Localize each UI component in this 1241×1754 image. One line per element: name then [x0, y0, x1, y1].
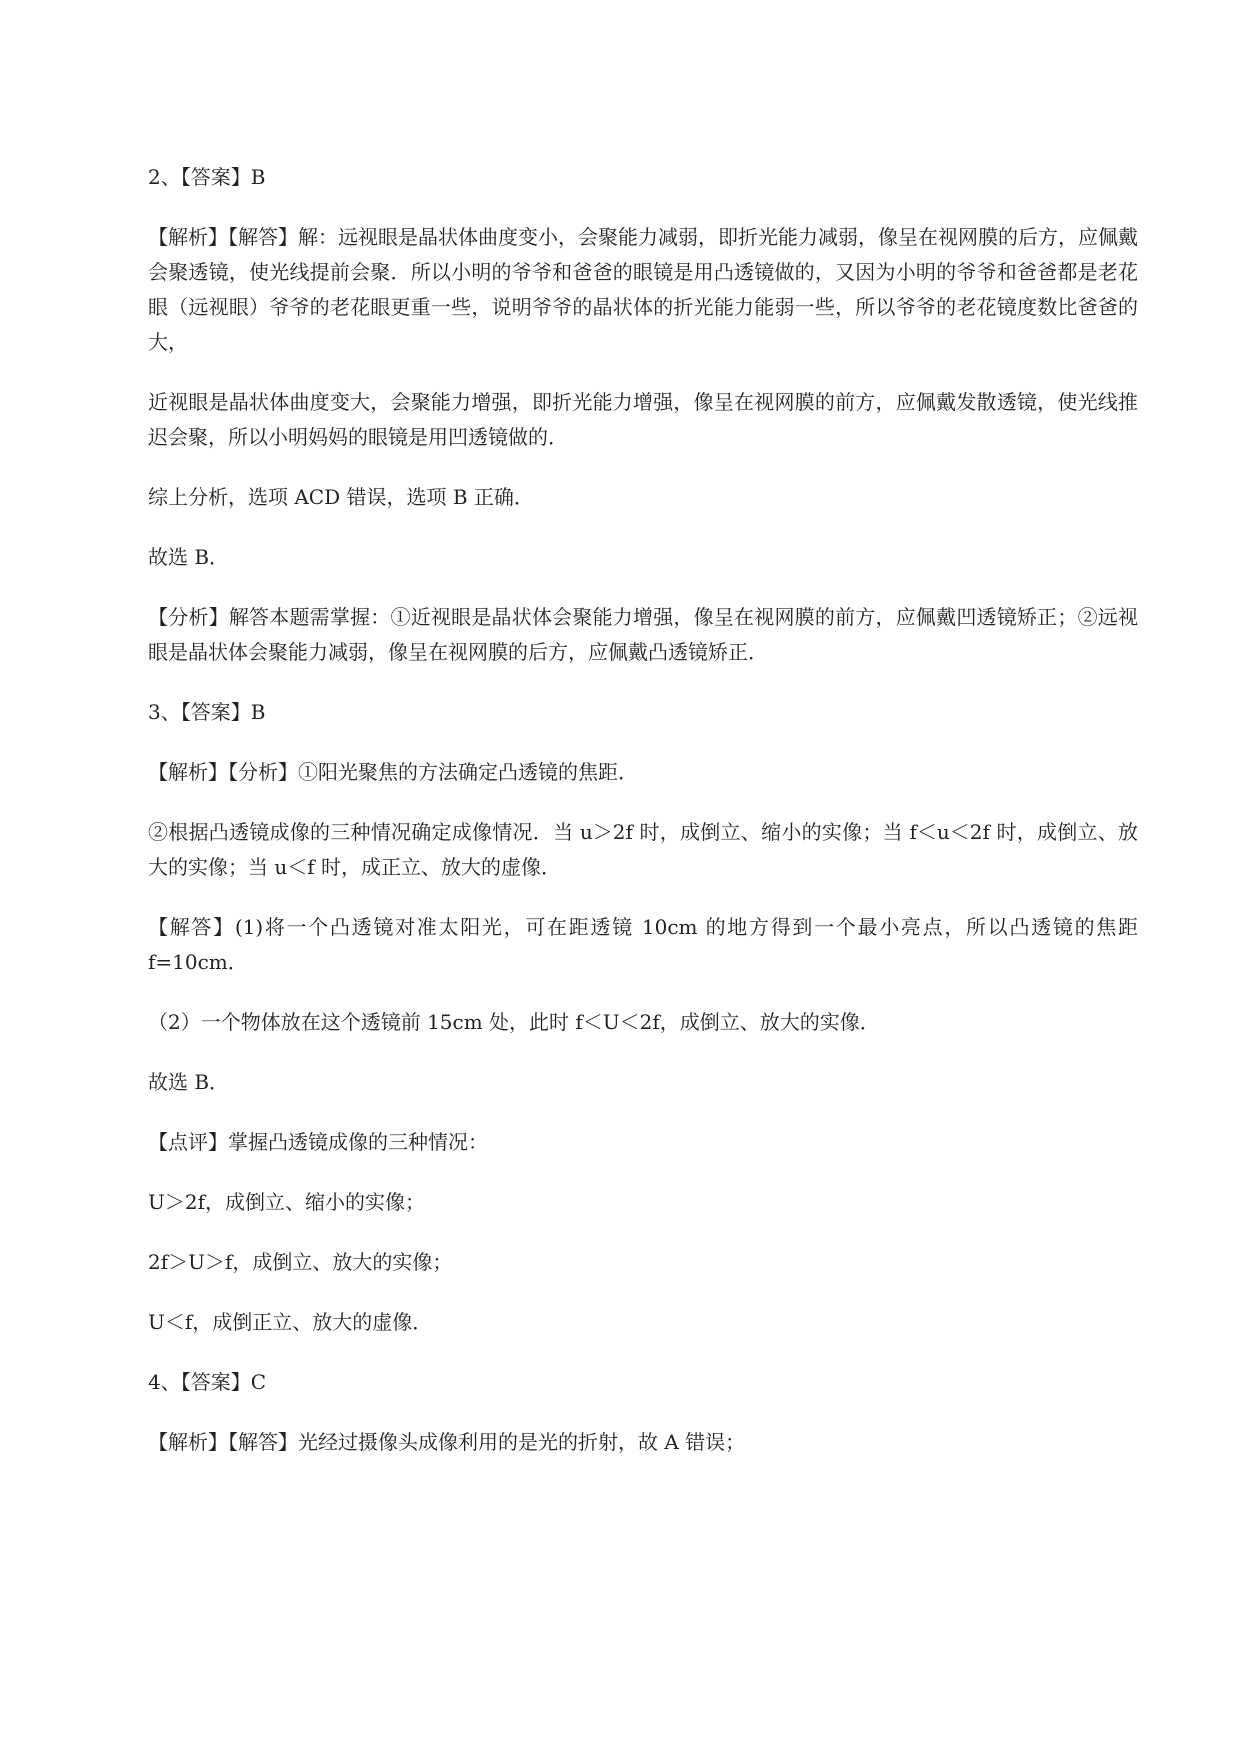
choice-paragraph-2: 故选 B． — [148, 545, 230, 569]
explanation-paragraph-2: 【分析】解答本题需掌握：①近视眼是晶状体会聚能力增强，像呈在视网膜的前方，应佩戴凹透镜矫正；②远视眼是晶状体会聚能力减弱，像呈在视网膜的后方，应佩戴凸透镜矫正． — [148, 605, 1138, 664]
answer-heading-3: 3、【答案】B — [148, 700, 266, 724]
document-page — [148, 160, 1138, 1460]
summary-paragraph-2: 综上分析，选项 ACD 错误，选项 B 正确． — [148, 485, 534, 509]
analysis-paragraph-2b: 近视眼是晶状体曲度变大，会聚能力增强，即折光能力增强，像呈在视网膜的前方，应佩戴发散透镜，使光线推迟会聚，所以小明妈妈的眼镜是用凹透镜做的． — [148, 390, 1138, 449]
analysis-paragraph-2a: 【解析】【解答】解：远视眼是晶状体曲度变小，会聚能力减弱，即折光能力减弱，像呈在视网膜的后方，应佩戴会聚透镜，使光线提前会聚．所以小明的爷爷和爸爸的眼镜是用凸透镜做的，又因为小明的爷爷和爸爸都是老花眼（远视眼）爷爷的老花眼更重一些，说明爷爷的晶状体的折光能力能弱一些，所以爷爷的老花镜度数比爸爸的大， — [148, 225, 1138, 354]
solution-paragraph-3b: （2）一个物体放在这个透镜前 15cm 处，此时 f＜U＜2f，成倒立、放大的实像． — [148, 1010, 880, 1034]
answer-heading-4: 4、【答案】C — [148, 1370, 267, 1394]
case-line-3: U＜f，成倒正立、放大的虚像． — [148, 1310, 433, 1334]
answer-heading-2: 2、【答案】B — [148, 165, 266, 189]
analysis-paragraph-3b: ②根据凸透镜成像的三种情况确定成像情况．当 u＞2f 时，成倒立、缩小的实像；当 f＜u＜2f 时，成倒立、放大的实像；当 u＜f 时，成正立、放大的虚像． — [148, 820, 1138, 879]
analysis-paragraph-3a: 【解析】【分析】①阳光聚焦的方法确定凸透镜的焦距． — [148, 760, 638, 784]
comment-paragraph-3: 【点评】掌握凸透镜成像的三种情况： — [148, 1130, 488, 1154]
choice-paragraph-3: 故选 B． — [148, 1070, 230, 1094]
solution-paragraph-3a: 【解答】(1)将一个凸透镜对准太阳光，可在距透镜 10cm 的地方得到一个最小亮点，所以凸透镜的焦距 f=10cm． — [148, 915, 1138, 974]
case-line-2: 2f＞U＞f，成倒立、放大的实像； — [148, 1250, 453, 1274]
case-line-1: U＞2f，成倒立、缩小的实像； — [148, 1190, 425, 1214]
analysis-paragraph-4a: 【解析】【解答】光经过摄像头成像利用的是光的折射，故 A 错误； — [148, 1430, 746, 1454]
